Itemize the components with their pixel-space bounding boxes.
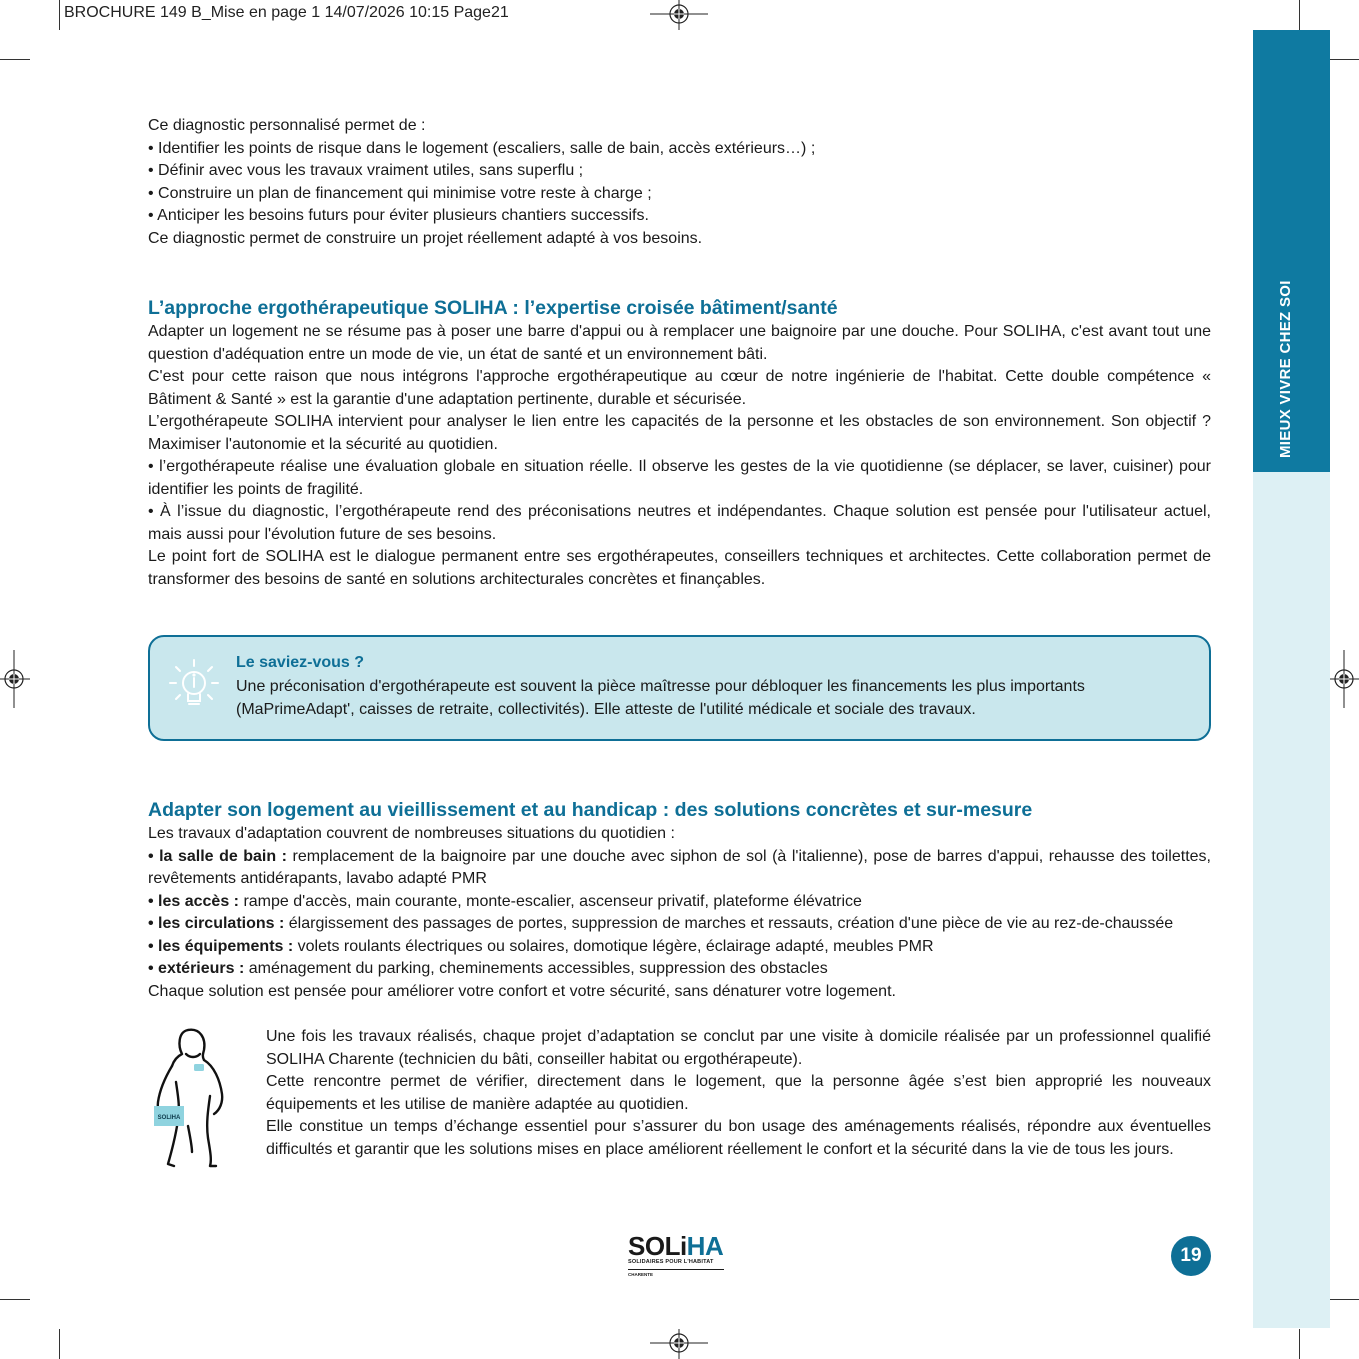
registration-mark-icon — [1329, 650, 1359, 708]
crop-mark — [0, 1299, 30, 1300]
registration-mark-icon — [0, 650, 30, 708]
logo-part-dark: SOLi — [628, 1231, 687, 1261]
section-adaptation — [148, 797, 1211, 1003]
list-item-text: élargissement des passages de portes, suppression de marches et ressauts, création d'une pièce de vie au rez-de-chaussée — [284, 915, 1174, 932]
list-item-text: aménagement du parking, cheminements accessibles, suppression des obstacles — [244, 960, 828, 977]
paragraph: Les travaux d'adaptation couvrent de nombreuses situations du quotidien : — [148, 825, 675, 842]
paragraph: Elle constitue un temps d’échange essentiel pour s’assurer du bon usage des aménagements réalisés, répondre aux éventuelles difficultés et garantir que les solutions mises en place améliorent réellement le confort et la sécurité dans la vie de tous les jours. — [266, 1118, 1211, 1158]
logo-tagline: SOLIDAIRES POUR L'HABITAT — [628, 1259, 714, 1265]
logo-wordmark — [628, 1233, 724, 1259]
list-item-label: • les accès : — [148, 892, 239, 910]
list-item — [148, 846, 1211, 891]
list-item-label: • les équipements : — [148, 937, 294, 955]
crop-mark — [1329, 59, 1359, 60]
lightbulb-icon — [166, 657, 222, 713]
paragraph: • À l’issue du diagnostic, l’ergothérapeute rend des préconisations neutres et indépendantes. Chaque solution est pensée pour l'utilisateur actuel, mais aussi pour l'évolution future de ses besoins. — [148, 503, 1211, 543]
professional-figure-illustration — [148, 1026, 238, 1171]
list-item-text: rampe d'accès, main courante, monte-escalier, ascenseur privatif, plateforme élévatrice — [239, 892, 862, 910]
side-tab-background — [1253, 472, 1330, 1328]
paragraph: Chaque solution est pensée pour améliorer votre confort et votre sécurité, sans dénaturer votre logement. — [148, 982, 896, 1000]
paragraph: Adapter un logement ne se résume pas à poser une barre d'appui ou à remplacer une baignoire par une douche. Pour SOLIHA, c'est avant tout une question d'adéquation entre un mode de vie, un état de santé et un environnement bâti. — [148, 323, 1211, 363]
list-item-label: • les circulations : — [148, 915, 285, 932]
paragraph: Le point fort de SOLIHA est le dialogue permanent entre ses ergothérapeutes, conseillers techniques et architectes. Cette collaboration permet de transformer des besoins de santé en solutions architecturales concrètes et finançables. — [148, 548, 1211, 588]
intro-line: • Définir avec vous les travaux vraiment utiles, sans superflu ; — [148, 162, 584, 179]
intro-line: Ce diagnostic personnalisé permet de : — [148, 117, 426, 134]
crop-mark — [59, 1329, 60, 1359]
list-item — [148, 936, 1211, 959]
figure-badge: SOLIHA — [157, 1115, 181, 1121]
section-title: L’approche ergothérapeutique SOLIHA : l’expertise croisée bâtiment/santé — [148, 297, 838, 319]
soliha-logo — [628, 1233, 724, 1277]
paragraph: Cette rencontre permet de vérifier, directement dans le logement, que la personne âgée s’est bien approprié les nouveaux équipements et les utilise de manière adaptée au quotidien. — [266, 1073, 1211, 1113]
intro-line: • Construire un plan de financement qui minimise votre reste à charge ; — [148, 184, 652, 202]
section-title: Adapter son logement au vieillissement et au handicap : des solutions concrètes et sur-mesure — [148, 799, 1033, 821]
section-ergotherapy — [148, 295, 1211, 591]
paragraph: L’ergothérapeute SOLIHA intervient pour analyser le lien entre les capacités de la personne et les obstacles de son environnement. Son objectif ? Maximiser l'autonomie et la sécurité au quotidien. — [148, 413, 1211, 453]
did-you-know-callout — [148, 635, 1211, 741]
list-item — [148, 958, 1211, 981]
logo-part-blue: HA — [686, 1231, 724, 1261]
callout-title: Le saviez-vous ? — [236, 654, 365, 671]
crop-mark — [1299, 0, 1300, 30]
callout-text: Une préconisation d'ergothérapeute est souvent la pièce maîtresse pour débloquer les financements les plus importants (MaPrimeAdapt', caisses de retraite, collectivités). Elle atteste de l'utilité médicale et sociale des travaux. — [236, 678, 1085, 718]
crop-mark — [1299, 1329, 1300, 1359]
intro-line: • Identifier les points de risque dans le logement (escaliers, salle de bain, accès extérieurs…) ; — [148, 139, 816, 157]
list-item — [148, 891, 1211, 914]
intro-block — [148, 115, 1211, 250]
paragraph: • l’ergothérapeute réalise une évaluation globale en situation réelle. Il observe les gestes de la vie quotidienne (se déplacer, se laver, cuisiner) pour identifier les points de fragilité. — [148, 458, 1211, 498]
registration-mark-icon — [650, 1329, 708, 1359]
page-number: 19 — [1171, 1236, 1211, 1276]
list-item-text: remplacement de la baignoire par une douche avec siphon de sol (à l'italienne), pose de barres d'appui, rehausse des toilettes, revêtements antidérapants, lavabo adapté PMR — [148, 847, 1211, 887]
list-item-label: • extérieurs : — [148, 960, 245, 977]
logo-divider — [628, 1269, 724, 1270]
crop-mark — [1329, 1299, 1359, 1300]
intro-line: Ce diagnostic permet de construire un projet réellement adapté à vos besoins. — [148, 229, 703, 247]
list-item-label: • la salle de bain : — [148, 847, 287, 865]
paragraph: Une fois les travaux réalisés, chaque projet d’adaptation se conclut par une visite à domicile réalisée par un professionnel qualifié SOLIHA Charente (technicien du bâti, conseiller habitat ou ergothérapeute). — [266, 1028, 1211, 1068]
logo-region: CHARENTE — [628, 1272, 654, 1277]
crop-mark — [0, 59, 30, 60]
crop-mark — [59, 0, 60, 30]
list-item — [148, 913, 1211, 936]
intro-line: • Anticiper les besoins futurs pour éviter plusieurs chantiers successifs. — [148, 207, 649, 224]
printer-slug: BROCHURE 149 B_Mise en page 1 14/07/2026 10:15 Page21 — [64, 4, 509, 21]
home-visit-block — [266, 1026, 1211, 1161]
registration-mark-icon — [650, 0, 708, 30]
list-item-text: volets roulants électriques ou solaires, domotique légère, éclairage adapté, meubles PMR — [293, 937, 934, 955]
paragraph: C'est pour cette raison que nous intégrons l'approche ergothérapeutique au cœur de notre ingénierie de l'habitat. Cette double compétence « Bâtiment & Santé » est la garantie d'une adaptation pertinente, durable et sécurisée. — [148, 368, 1211, 408]
